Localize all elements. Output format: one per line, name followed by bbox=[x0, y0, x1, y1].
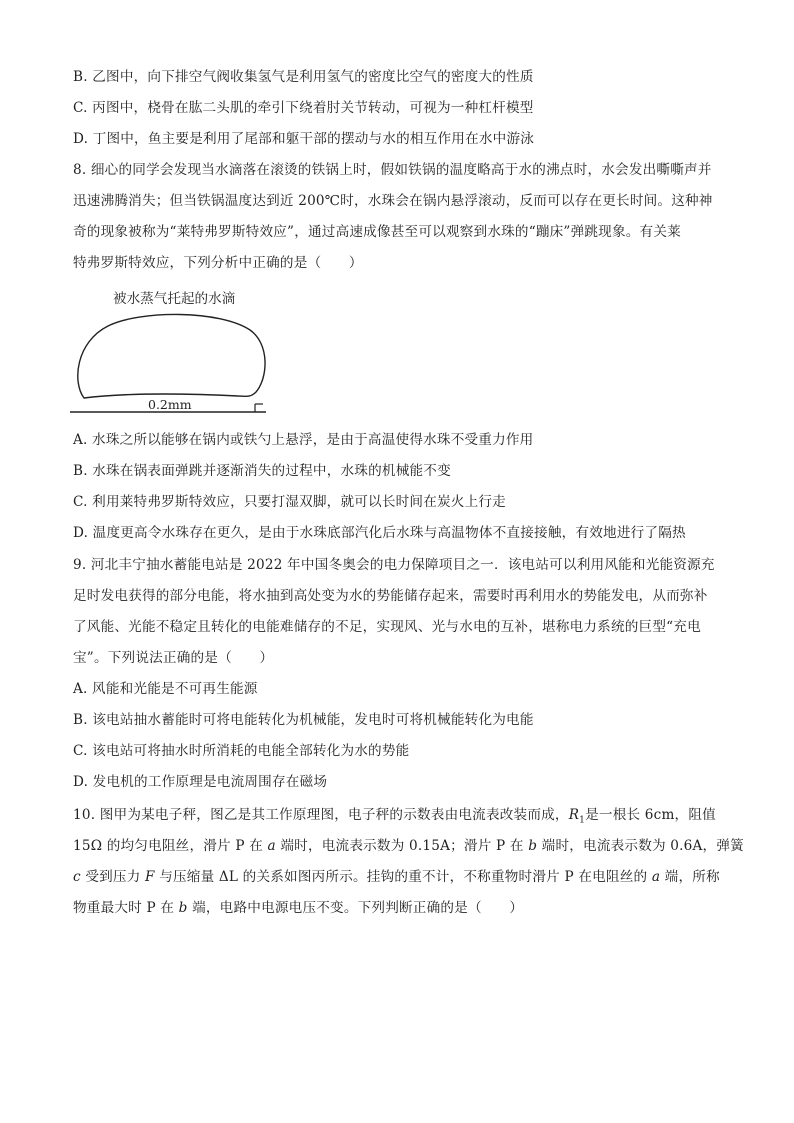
q10-text: 10. 图甲为某电子秤，图乙是其工作原理图，电子秤的示数表由电流表改装而成， bbox=[73, 807, 569, 823]
q10-var-r: R bbox=[568, 807, 580, 823]
q10-var-a: a bbox=[651, 869, 661, 885]
q8-option-a: A. 水珠之所以能够在锅内或铁勺上悬浮，是由于高温使得水珠不受重力作用 bbox=[73, 432, 534, 448]
q10-var-c: c bbox=[73, 869, 81, 885]
q10-stem-line1 bbox=[73, 805, 716, 831]
q10-text: 是一根长 6cm，阻值 bbox=[585, 807, 716, 823]
q9-stem-line3: 了风能、光能不稳定且转化的电能难储存的不足，实现风、光与水电的互补，堪称电力系统的巨型“充电 bbox=[73, 619, 701, 635]
q8-figure-scale: 0.2mm bbox=[148, 397, 192, 412]
q9-stem-line4: 宝”。下列说法正确的是（ ） bbox=[73, 650, 274, 666]
leidenfrost-droplet-figure bbox=[70, 312, 270, 422]
q10-text: 受到压力 bbox=[80, 869, 146, 885]
q9-option-d: D. 发电机的工作原理是电流周围存在磁场 bbox=[73, 774, 328, 790]
q8-option-c: C. 利用莱特弗罗斯特效应，只要打湿双脚，就可以长时间在炭火上行走 bbox=[73, 494, 506, 510]
q10-text: 物重最大时 P 在 bbox=[73, 900, 179, 916]
q7-option-c: C. 丙图中，桡骨在肱二头肌的牵引下绕着肘关节转动，可视为一种杠杆模型 bbox=[73, 100, 534, 116]
q10-var-b: b bbox=[528, 838, 538, 854]
q8-stem-line2: 迅速沸腾消失；但当铁锅温度达到近 200℃时，水珠会在锅内悬浮滚动，反而可以存在更长时间。这种神 bbox=[73, 193, 713, 209]
q8-option-d: D. 温度更高令水珠存在更久，是由于水珠底部汽化后水珠与高温物体不直接接触，有效地进行了隔热 bbox=[73, 525, 686, 541]
q10-var-b: b bbox=[178, 900, 188, 916]
q9-option-a: A. 风能和光能是不可再生能源 bbox=[73, 681, 258, 697]
q10-text: 15Ω 的均匀电阻丝，滑片 P 在 bbox=[73, 838, 268, 854]
q10-var-f: F bbox=[145, 869, 155, 885]
q9-option-c: C. 该电站可将抽水时所消耗的电能全部转化为水的势能 bbox=[73, 743, 410, 759]
q10-stem-line4 bbox=[73, 898, 523, 918]
q8-stem-line1: 8. 细心的同学会发现当水滴落在滚烫的铁锅上时，假如铁锅的温度略高于水的沸点时，水会发出嘶嘶声并 bbox=[73, 162, 712, 178]
q10-text: 端，电路中电源电压不变。下列判断正确的是（ ） bbox=[187, 900, 524, 916]
q8-option-b: B. 水珠在锅表面弹跳并逐渐消失的过程中，水珠的机械能不变 bbox=[73, 463, 451, 479]
q9-stem-line1: 9. 河北丰宁抽水蓄能电站是 2022 年中国冬奥会的电力保障项目之一．该电站可以利用风能和光能资源充 bbox=[73, 557, 715, 573]
q7-option-b: B. 乙图中，向下排空气阀收集氢气是利用氢气的密度比空气的密度大的性质 bbox=[73, 69, 534, 85]
q10-text: 与压缩量 ΔL 的关系如图丙所示。挂钩的重不计，不称重物时滑片 P 在电阻丝的 bbox=[154, 869, 652, 885]
q10-var-a: a bbox=[267, 838, 276, 854]
q8-stem-line4: 特弗罗斯特效应，下列分析中正确的是（ ） bbox=[73, 255, 363, 271]
q10-var-r-sub: 1 bbox=[579, 815, 586, 826]
q10-text: 端时，电流表示数为 0.6A，弹簧 bbox=[537, 838, 744, 854]
q10-text: 端，所称 bbox=[660, 869, 720, 885]
q8-figure-caption: 被水蒸气托起的水滴 bbox=[113, 291, 236, 307]
q10-text: 端时，电流表示数为 0.15A；滑片 P 在 bbox=[275, 838, 529, 854]
water-droplet-outline bbox=[78, 314, 265, 398]
q9-stem-line2: 足时发电获得的部分电能，将水抽到高处变为水的势能储存起来，需要时再利用水的势能发电，从而弥补 bbox=[73, 588, 708, 604]
q7-option-d: D. 丁图中，鱼主要是利用了尾部和躯干部的摆动与水的相互作用在水中游泳 bbox=[73, 131, 535, 147]
q10-stem-line3 bbox=[73, 867, 720, 887]
q8-stem-line3: 奇的现象被称为“莱特弗罗斯特效应”，通过高速成像甚至可以观察到水珠的“蹦床”弹跳现象。有关莱 bbox=[73, 224, 681, 240]
q10-stem-line2 bbox=[73, 836, 744, 856]
q9-option-b: B. 该电站抽水蓄能时可将电能转化为机械能，发电时可将机械能转化为电能 bbox=[73, 712, 534, 728]
